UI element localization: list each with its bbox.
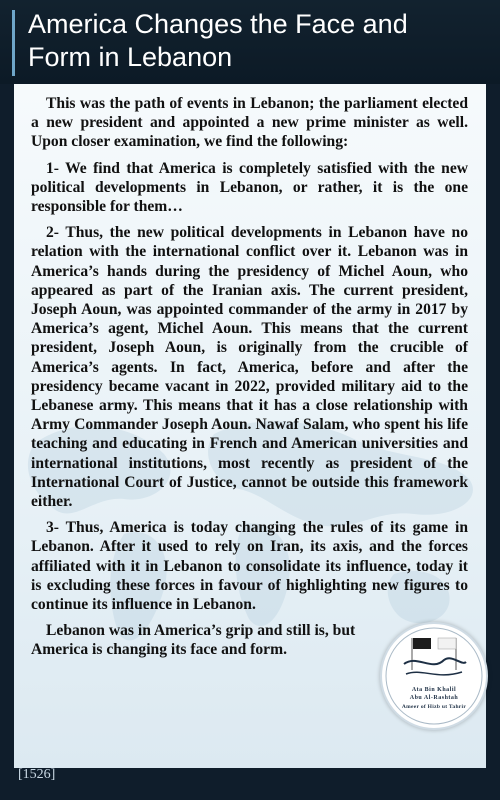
- seal-name-line-2: Abu Al-Rashtah: [409, 695, 459, 701]
- header-banner: [0, 0, 500, 84]
- seal-emblem-icon: [382, 624, 486, 728]
- paragraph-point-3: 3- Thus, America is today changing the rules of its game in Lebanon. After it used to rely on Iran, its axis, and the forces affiliated with it in Lebanon to consolidate its influence, today it is excluding these forces in favour of highlighting new figures to continue its influence in Lebanon.: [31, 519, 468, 614]
- paragraph-intro: This was the path of events in Lebanon; the parliament elected a new president and appointed a new prime minister as well. Upon closer examination, we find the following:: [31, 95, 468, 151]
- paragraph-point-2: 2- Thus, the new political developments in Lebanon have no relation with the international conflict over it. Lebanon was in America’s hands during the presidency of Michel Aoun, who appeared as part of the Iranian axis. The current president, Joseph Aoun, was appointed commander of the army in 2017 by America’s agent, Michel Aoun. This means that the current president, Joseph Aoun, is originally from the crucible of America’s agents. In fact, America, before and after the presidency became vacant in 2022, provided military aid to the Lebanese army. This means that it has a close relationship with Army Commander Joseph Aoun. Nawaf Salam, who spent his life teaching and educating in French and American universities and international institutions, most recently as president of the International Court of Justice, cannot be outside this framework either.: [31, 224, 468, 511]
- signature-seal: [380, 622, 488, 730]
- header-accent-bar: [12, 10, 15, 76]
- seal-role: Ameer of Hizb ut Tahrir: [401, 704, 467, 710]
- paragraph-point-1: 1- We find that America is completely satisfied with the new political developments in Lebanon, or rather, it is the one responsible for them…: [31, 159, 468, 216]
- seal-name-line-1: Ata Bin Khalil: [411, 687, 457, 693]
- issue-number: [1526]: [18, 767, 56, 782]
- page-title: America Changes the Face and Form in Lebanon: [28, 9, 408, 72]
- article-body: [31, 94, 468, 667]
- paragraph-conclusion: Lebanon was in America’s grip and still is, but America is changing its face and form.: [31, 622, 356, 659]
